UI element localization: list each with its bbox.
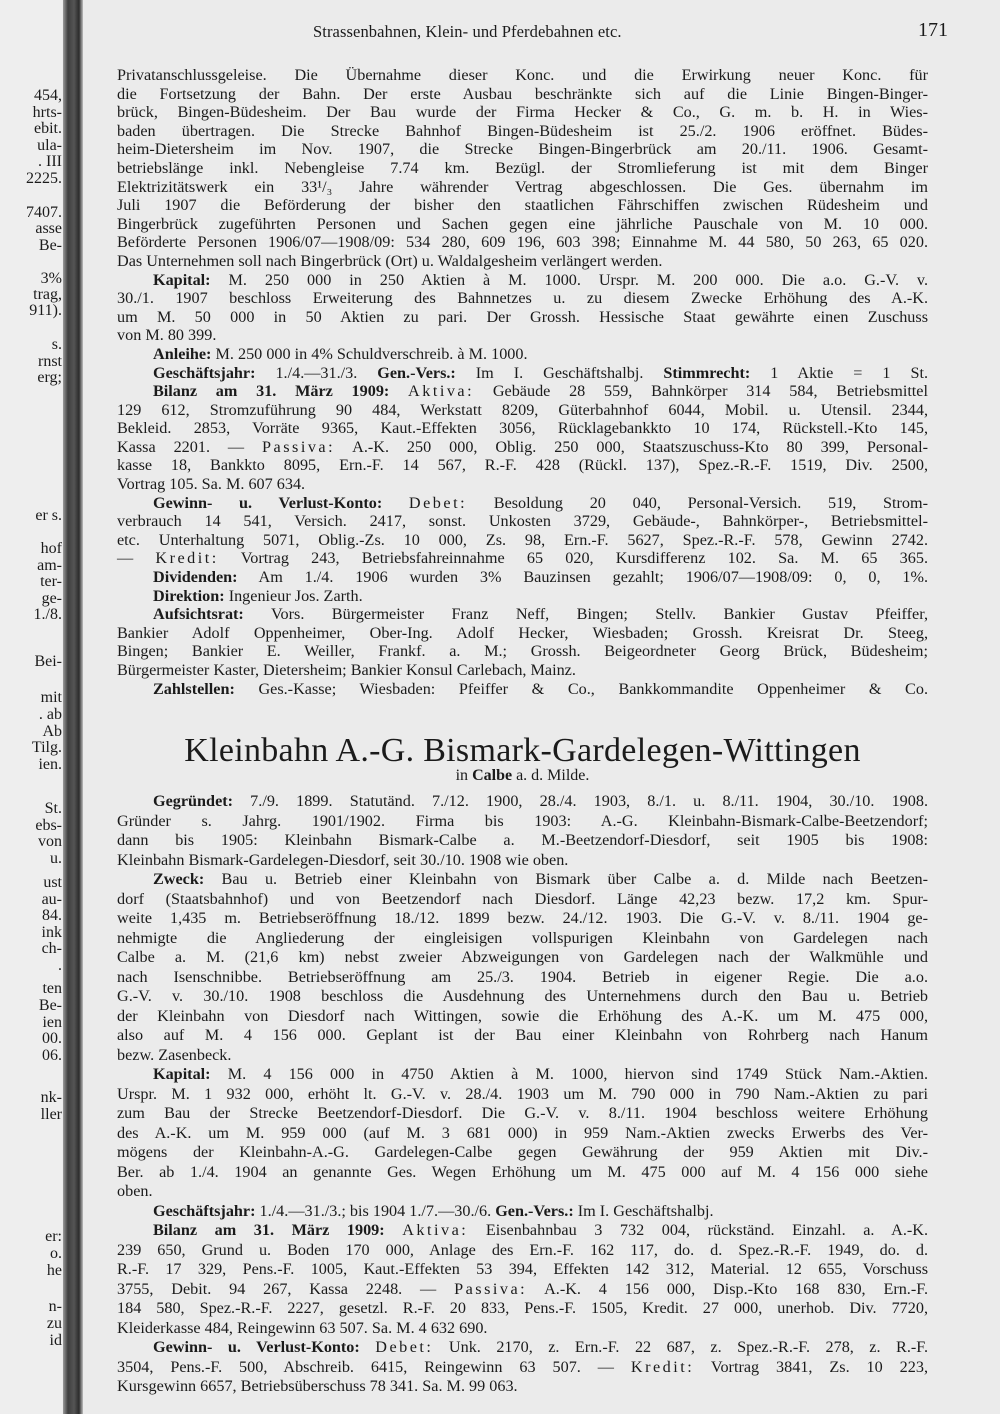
account-side-label: Kredit:	[630, 1357, 695, 1376]
text-line	[117, 1124, 928, 1144]
adjacent-page-fragment: Ab	[42, 723, 62, 740]
line-text	[382, 494, 409, 512]
line-text: etc. Unterhaltung 5071, Oblig.-Zs. 10 000, Zs. 98, Ern.-F. 5627, Spez.-R.-F. 578, Gewinn 2742.	[117, 530, 928, 549]
text-line	[117, 1026, 928, 1046]
section-label: Zweck:	[153, 870, 205, 888]
text-line	[117, 870, 928, 890]
paragraph	[117, 1221, 928, 1338]
line-text: Ingenieur Jos. Zarth.	[224, 586, 363, 605]
text-line	[117, 948, 928, 968]
text-line	[117, 1143, 928, 1163]
adjacent-page-fragment: 3%	[40, 270, 62, 287]
line-text: Bingen; Bankier E. Weiller, Frankf. a. M.; Grossh. Beigeordneter Georg Brück, Büdesheim;	[117, 642, 928, 661]
adjacent-page-fragment: mit	[40, 689, 62, 706]
text-line	[117, 642, 928, 661]
paragraph	[117, 271, 928, 345]
adjacent-page-fragment: hrts-	[32, 104, 62, 121]
section-label: Stimmrecht:	[663, 363, 751, 382]
line-text: Im I. Geschäftshalbj.	[573, 1201, 714, 1220]
text-line	[117, 909, 928, 929]
line-text: der Kleinbahn von Diesdorf nach Wittingen, sowie die Erhöhung des A.-K. um M. 475 000,	[117, 1006, 928, 1025]
company-location	[117, 767, 928, 785]
line-text: Kassa 2201. —	[117, 437, 263, 456]
adjacent-page-fragment: 06.	[42, 1047, 62, 1064]
line-text: Ber. ab 1./4. 1904 an genannte Ges. Wegen Erhöhung um M. 475 000 auf M. 4 156 000 siehe	[117, 1162, 928, 1181]
adjacent-page-fragment: ter-	[40, 573, 62, 590]
adjacent-page-fragment: erg;	[37, 369, 62, 386]
line-text: Kleinbahn Bismark-Gardelegen-Diesdorf, seit 30./10. 1908 wie oben.	[117, 850, 569, 869]
section-label: Geschäftsjahr:	[153, 363, 256, 382]
adjacent-page-fragment: ink	[41, 924, 62, 941]
account-side-label: Debet:	[408, 493, 468, 512]
section-label: Zahlstellen:	[153, 679, 235, 698]
line-text: also auf M. 4 156 000. Geplant ist der Bau einer Kleinbahn von Rohrberg nach Hanum	[117, 1026, 928, 1044]
text-line	[117, 233, 928, 252]
line-text: verbrauch 14 541, Versich. 2417, sonst. Unkosten 3729, Gebäude-, Bahnkörper-, Betriebsmittel-	[117, 512, 928, 531]
text-line	[117, 851, 928, 871]
paragraph	[117, 1202, 928, 1222]
text-line	[117, 1377, 928, 1397]
line-text: Kleiderkasse 484, Reingewinn 63 507. Sa. M. 4 632 690.	[117, 1318, 488, 1337]
text-line	[117, 1163, 928, 1183]
running-header: Strassenbahnen, Klein- und Pferdebahnen etc.	[313, 22, 622, 41]
adjacent-page-fragment: hof	[40, 540, 62, 557]
text-line	[117, 1046, 928, 1066]
text-line	[117, 792, 928, 812]
text-line	[117, 680, 928, 699]
text-line	[117, 531, 928, 550]
account-side-label: Passiva:	[262, 437, 336, 456]
adjacent-page-fragment: au-	[41, 891, 62, 908]
line-text: Gebäude 28 559, Bahnkörper 314 584, Betriebsmittel	[474, 382, 928, 401]
adjacent-page-fragment: ien.	[38, 756, 62, 773]
text-line	[117, 1221, 928, 1241]
line-text: die Fortsetzung der Bahn. Der erste Ausbau beschränkte sich auf die Linie Bingen-Binger-	[117, 84, 928, 103]
text-line	[117, 438, 928, 457]
text-line	[117, 475, 928, 494]
line-text: Eisenbahnbau 3 732 004, rückständ. Einzahl. a. A.-K.	[468, 1221, 928, 1239]
text-line	[117, 326, 928, 345]
adjacent-page-fragment: 7407.	[26, 204, 62, 221]
adjacent-page-fragment: von	[38, 833, 62, 850]
adjacent-page-fragment: asse	[35, 220, 62, 237]
account-side-label: Passiva:	[454, 1279, 528, 1298]
account-side-label: Kredit:	[155, 549, 219, 568]
section-label: Gen.-Vers.:	[377, 363, 456, 382]
text-line	[117, 1241, 928, 1261]
adjacent-page-fragment: n-	[48, 1298, 62, 1315]
text-line	[117, 66, 928, 85]
section-label: Gewinn- u. Verlust-Konto:	[153, 1338, 360, 1356]
paragraph	[117, 364, 928, 383]
text-line	[117, 929, 928, 949]
paragraph	[117, 1338, 928, 1397]
paragraph	[117, 494, 928, 568]
text-line	[117, 1319, 928, 1339]
location-prefix: in	[455, 767, 469, 784]
line-text: Bekleid. 2853, Vorräte 9365, Kaut.-Effekten 3056, Rücklagebankkto 10 174, Rückstell.-Kto 145,	[117, 419, 928, 438]
text-line	[117, 122, 928, 141]
paragraph	[117, 587, 928, 606]
section-label: Gegründet:	[153, 792, 234, 810]
line-text: kasse 18, Bankkto 8095, Ern.-F. 14 567, R.-F. 428 (Rückl. 137), Spez.-R.-F. 1519, Div. 2500,	[117, 456, 928, 475]
line-text: Am 1./4. 1906 wurden 3% Bauzinsen gezahlt; 1906/07—1908/09: 0, 0, 1%.	[237, 568, 928, 587]
section-label: Geschäftsjahr:	[153, 1201, 256, 1220]
line-text: R.-F. 17 329, Pens.-F. 1005, Kaut.-Effekten 53 394, Effekten 142 312, Material. 12 655, Vorschuss	[117, 1260, 928, 1278]
text-line	[117, 178, 928, 197]
paragraph	[117, 870, 928, 1065]
text-line	[117, 196, 928, 215]
text-line	[117, 1065, 928, 1085]
line-text: weite 1,435 m. Betriebseröffnung 18./12. 1899 bezw. 24./12. 1903. Die G.-V. v. 8./11. 1904 ge-	[117, 909, 928, 927]
text-line	[117, 831, 928, 851]
line-text: Vortrag 105. Sa. M. 607 634.	[117, 475, 306, 494]
page-number: 171	[918, 19, 948, 41]
line-text: Ges.-Kasse; Wiesbaden: Pfeiffer & Co., Bankkommandite Oppenheimer & Co.	[234, 679, 928, 698]
account-side-label: Debet:	[375, 1338, 434, 1356]
line-text: oben.	[117, 1182, 153, 1200]
text-line	[117, 890, 928, 910]
adjacent-page-fragment: rnst	[38, 353, 62, 370]
line-text: Im I. Geschäftshalbj.	[455, 363, 664, 382]
adjacent-page-fragment: er:	[45, 1228, 62, 1245]
adjacent-page-fragment: u.	[50, 850, 62, 867]
text-line	[117, 271, 928, 290]
adjacent-page-fragment: o.	[50, 1245, 62, 1262]
text-line	[117, 661, 928, 680]
adjacent-page-fragment: ch-	[41, 940, 62, 957]
text-line	[117, 1104, 928, 1124]
line-text: 7./9. 1899. Statutänd. 7./12. 1900, 28./4. 1903, 8./1. u. 8./11. 1904, 30./10. 1908.	[233, 792, 928, 810]
line-text: M. 250 000 in 250 Aktien à M. 1000. Urspr. M. 200 000. Die a.o. G.-V. v.	[210, 270, 928, 289]
text-line	[117, 364, 928, 383]
line-text: 3755, Debit. 94 267, Kassa 2248. —	[117, 1279, 455, 1298]
line-text: Privatanschlussgeleise. Die Übernahme dieser Konc. und die Erwirkung neuer Konc. für	[117, 66, 928, 84]
line-text: A.-K. 4 156 000, Disp.-Kto 168 830, Ern.-F.	[527, 1279, 929, 1298]
text-line	[117, 345, 928, 364]
adjacent-page-margin	[0, 0, 62, 1414]
line-text: 1./4.—31./3.; bis 1904 1./7.—30./6.	[255, 1201, 496, 1220]
line-text: Elektrizitätswerk ein 33¹/₃ Jahre währender Vertrag abgeschlossen. Die Ges. übernahm im	[117, 177, 928, 196]
line-text	[360, 1338, 375, 1356]
line-text: zum Bau der Strecke Beetzendorf-Diesdorf. Die G.-V. v. 8./11. 1904 beschloss weitere Erhöhung	[117, 1104, 928, 1122]
adjacent-page-fragment: 84.	[42, 907, 62, 924]
text-line	[117, 1280, 928, 1300]
line-text: G.-V. v. 30./10. 1908 beschloss die Ausdehnung des Unternehmens durch den Bau u. Betrieb	[117, 987, 928, 1005]
text-line	[117, 419, 928, 438]
text-line	[117, 85, 928, 104]
text-line	[117, 382, 928, 401]
adjacent-page-fragment: trag,	[33, 286, 62, 303]
adjacent-page-fragment: id	[49, 1332, 62, 1349]
section-label: Direktion:	[153, 586, 225, 605]
line-text	[389, 382, 408, 400]
line-text: baden übertragen. Die Strecke Bahnhof Bingen-Büdesheim ist 25./2. 1906 eröffnet. Büdes-	[117, 121, 928, 140]
text-line	[117, 987, 928, 1007]
line-text: Urspr. M. 1 932 000, erhöht lt. G.-V. v. 28./4. 1903 um M. 790 000 in 790 Nam.-Aktien zu pari	[117, 1084, 928, 1103]
line-text: Kursgewinn 6657, Betriebsüberschuss 78 341. Sa. M. 99 063.	[117, 1377, 518, 1395]
text-line	[117, 159, 928, 178]
text-line	[117, 103, 928, 122]
line-text: 129 612, Stromzuführung 90 484, Werkstatt 8209, Güterbahnhof 6044, Mobil. u. Utensil. 2344,	[117, 400, 928, 419]
line-text: Juli 1907 die Beförderung der bisher den staatlichen Fährschiffen zwischen Rüdesheim und	[117, 196, 928, 215]
text-line	[117, 252, 928, 271]
line-text: Bürgermeister Kaster, Dietersheim; Bankier Konsul Carlebach, Mainz.	[117, 661, 576, 679]
text-line	[117, 140, 928, 159]
section-bingen-railway	[117, 66, 928, 698]
section-label: Bilanz am 31. März 1909:	[153, 1221, 385, 1239]
line-text: 3504, Pens.-F. 500, Abschreib. 6415, Reingewinn 63 507. —	[117, 1357, 631, 1376]
line-text: 30./1. 1907 beschloss Erweiterung des Bahnnetzes u. zu diesem Zwecke Erhöhung des A.-K.	[117, 289, 928, 308]
adjacent-page-fragment: ebit.	[34, 120, 62, 137]
line-text: nehmigte die Angliederung der eingleisigen vollspurigen Kleinbahn von Gardelegen nach	[117, 928, 928, 947]
line-text: M. 4 156 000 in 4750 Aktien à M. 1000, hiervon sind 1749 Stück Nam.-Aktien.	[210, 1065, 928, 1083]
text-line	[117, 624, 928, 643]
paragraph	[117, 382, 928, 494]
adjacent-page-fragment: Bei-	[34, 653, 62, 670]
section-label: Bilanz am 31. März 1909:	[153, 382, 390, 401]
adjacent-page-fragment: zu	[46, 1315, 62, 1332]
line-text: Bingerbrück zugeführten Personen und Sachen gegen eine jährliche Pauschale von M. 10 000.	[117, 214, 928, 233]
paragraph	[117, 792, 928, 870]
line-text: mögens der Kleinbahn-A.-G. Gardelegen-Calbe gegen Gewährung der 959 Aktien mit Div.-	[117, 1143, 928, 1161]
text-line	[117, 568, 928, 587]
line-text: 1./4.—31./3.	[255, 363, 378, 382]
adjacent-page-fragment: he	[46, 1262, 62, 1279]
text-line	[117, 1182, 928, 1202]
line-text: um M. 50 000 in 50 Aktien zu pari. Der Grossh. Hessische Staat gewährte einen Zuschuss	[117, 307, 928, 326]
section-label: Gewinn- u. Verlust-Konto:	[153, 493, 383, 512]
line-text: Calbe a. M. (21,6 km) nebst zweier Abzweigungen von Gardelegen nach der Walkmühle und	[117, 948, 928, 966]
paragraph	[117, 680, 928, 699]
line-text: 1 Aktie = 1 St.	[750, 363, 929, 382]
adjacent-page-fragment: St.	[44, 800, 62, 817]
line-text: dorf (Staatsbahnhof) und von Beetzendorf nach Diesdorf. Länge 42,23 bezw. 17,2 km. Spur-	[117, 889, 928, 908]
line-text: bezw. Zasenbeck.	[117, 1045, 232, 1064]
adjacent-page-fragment: er s.	[35, 507, 62, 524]
text-line	[117, 587, 928, 606]
line-text: Bankier Adolf Oppenheimer, Ober-Ing. Adolf Hecker, Wiesbaden; Grossh. Kreisrat Dr. Steeg,	[117, 623, 928, 642]
paragraph	[117, 568, 928, 587]
text-line	[117, 1085, 928, 1105]
line-text: brück, Bingen-Büdesheim. Der Bau wurde der Firma Hecker & Co., G. m. b. H. in Wies-	[117, 103, 928, 122]
line-text: Vors. Bürgermeister Franz Neff, Bingen; Stellv. Bankier Gustav Pfeiffer,	[243, 605, 928, 624]
adjacent-page-fragment: . ab	[38, 706, 62, 723]
line-text: Gründer s. Jahrg. 1901/1902. Firma bis 1903: A.-G. Kleinbahn-Bismark-Calbe-Beetzendorf;	[117, 811, 928, 830]
section-label: Kapital:	[153, 270, 211, 289]
line-text: Unk. 2170, z. Ern.-F. 22 687, z. Spez.-R.-F. 278, z. R.-F.	[433, 1338, 929, 1356]
adjacent-page-fragment: . III	[38, 153, 62, 170]
text-line	[117, 289, 928, 308]
text-line	[117, 1202, 928, 1222]
adjacent-page-fragment: .	[58, 957, 62, 974]
paragraph	[117, 345, 928, 364]
section-kleinbahn-bismark	[117, 792, 928, 1397]
section-label: Gen.-Vers.:	[495, 1201, 574, 1220]
book-gutter	[63, 0, 83, 1414]
adjacent-page-fragment: Be-	[38, 237, 62, 254]
section-label: Aufsichtsrat:	[153, 605, 244, 624]
adjacent-page-fragment: Be-	[38, 997, 62, 1014]
account-side-label: Aktiva:	[402, 1221, 469, 1239]
company-title: Kleinbahn A.-G. Bismark-Gardelegen-Wittingen	[184, 732, 861, 769]
line-text: Beförderte Personen 1906/07—1908/09: 534 280, 609 196, 603 398; Einnahme M. 44 580, 50 263, 65 020.	[117, 233, 928, 252]
adjacent-page-fragment: 2225.	[26, 170, 62, 187]
paragraph	[117, 66, 928, 271]
text-line	[117, 456, 928, 475]
adjacent-page-fragment: 911).	[29, 302, 62, 319]
line-text: Vortrag 243, Betriebsfahreinnahme 65 020, Kursdifferenz 102. Sa. M. 65 365.	[218, 549, 929, 568]
adjacent-page-fragment: s.	[51, 336, 62, 353]
text-line	[117, 308, 928, 327]
line-text: 239 650, Grund u. Boden 170 000, Anlage des Ern.-F. 162 117, do. d. Spez.-R.-F. 1949, do. d.	[117, 1240, 928, 1259]
line-text: nach Isenschnibbe. Betriebseröffnung am 25./3. 1904. Betrieb in eigener Regie. Die a.o.	[117, 967, 928, 986]
line-text: von M. 80 399.	[117, 326, 217, 345]
adjacent-page-fragment: 454,	[34, 87, 62, 104]
line-text: dann bis 1905: Kleinbahn Bismark-Calbe a. M.-Beetzendorf-Diesdorf, seit 1905 bis 1908:	[117, 831, 928, 849]
location-suffix: a. d. Milde.	[516, 767, 590, 784]
section-label: Kapital:	[153, 1065, 211, 1083]
line-text: des A.-K. um M. 959 000 (auf M. 3 681 000) in 959 Nam.-Aktien zwecks Erwerbs des Ver-	[117, 1123, 928, 1142]
section-label: Anleihe:	[153, 344, 212, 363]
adjacent-page-fragment: ust	[43, 874, 62, 891]
paragraph	[117, 1065, 928, 1202]
adjacent-page-fragment: ller	[40, 1106, 62, 1123]
text-line	[117, 401, 928, 420]
text-line	[117, 605, 928, 624]
adjacent-page-fragment: ula-	[37, 137, 62, 154]
line-text	[385, 1221, 403, 1239]
text-line	[117, 968, 928, 988]
adjacent-page-fragment: nk-	[40, 1089, 62, 1106]
line-text: —	[117, 549, 156, 568]
adjacent-page-fragment: ebs-	[35, 817, 62, 834]
text-line	[117, 512, 928, 531]
text-line	[117, 1358, 928, 1378]
adjacent-page-fragment: Tilg.	[31, 739, 62, 756]
line-text: Vortrag 3841, Zs. 10 223,	[694, 1357, 928, 1376]
section-label: Dividenden:	[153, 568, 238, 587]
line-text: Das Unternehmen soll nach Bingerbrück (Ort) u. Waldalgesheim verlängert werden.	[117, 251, 663, 270]
line-text: heim-Dietersheim im Nov. 1907, die Strecke Bingen-Bingerbrück am 20./11. 1906. Gesamt-	[117, 140, 928, 159]
line-text: M. 250 000 in 4% Schuldverschreib. à M. 1000.	[211, 344, 528, 363]
line-text: betriebslänge inkl. Nebengleise 7.74 km. Bezügl. der Stromlieferung ist mit dem Binger	[117, 158, 928, 177]
text-line	[117, 494, 928, 513]
text-line	[117, 215, 928, 234]
text-line	[117, 1007, 928, 1027]
text-line	[117, 1338, 928, 1358]
account-side-label: Aktiva:	[408, 382, 475, 401]
line-text: 184 580, Spez.-R.-F. 2227, gesetzl. R.-F. 20 833, Pens.-F. 1505, Kredit. 27 000, unerhob. Div. 7720,	[117, 1299, 928, 1317]
adjacent-page-fragment: 00.	[42, 1030, 62, 1047]
adjacent-page-fragment: ten	[42, 980, 62, 997]
adjacent-page-fragment: am-	[37, 557, 62, 574]
text-line	[117, 812, 928, 832]
text-line	[117, 1299, 928, 1319]
adjacent-page-fragment: ien	[42, 1014, 62, 1031]
adjacent-page-fragment: 1./8.	[33, 606, 62, 623]
line-text: Besoldung 20 040, Personal-Versich. 519, Strom-	[467, 493, 929, 512]
paragraph	[117, 605, 928, 679]
text-line	[117, 1260, 928, 1280]
text-line	[117, 549, 928, 568]
adjacent-page-fragment: ge-	[41, 590, 62, 607]
line-text: Bau u. Betrieb einer Kleinbahn von Bismark über Calbe a. d. Milde nach Beetzen-	[204, 870, 928, 888]
line-text: A.-K. 250 000, Oblig. 250 000, Staatszuschuss-Kto 80 399, Personal-	[335, 437, 928, 456]
location-place: Calbe	[472, 767, 513, 784]
